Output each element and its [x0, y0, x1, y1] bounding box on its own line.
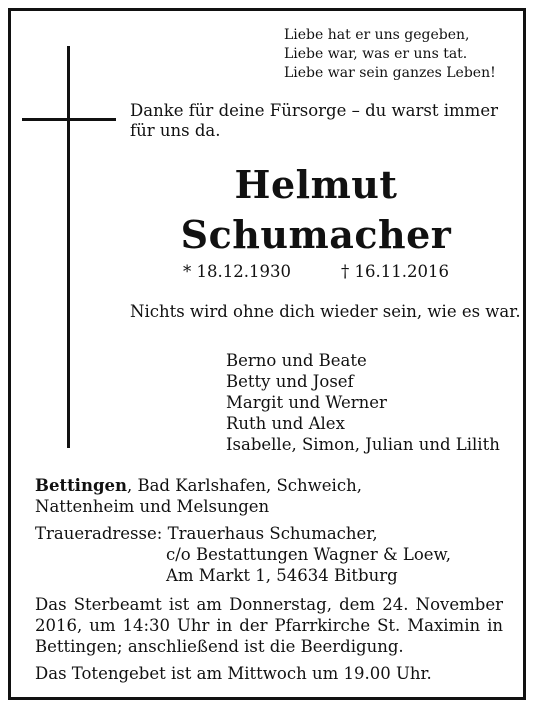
missing-text: Nichts wird ohne dich wieder sein, wie es war.: [130, 302, 521, 321]
last-name: Schumacher: [180, 212, 452, 257]
first-name: Helmut: [234, 162, 398, 207]
family-member: Isabelle, Simon, Julian und Lilith: [226, 435, 500, 454]
places: [35, 475, 362, 517]
poem-line: Liebe hat er uns gegeben,: [284, 27, 470, 43]
poem-line: Liebe war sein ganzes Leben!: [284, 65, 496, 81]
poem-line: Liebe war, was er uns tat.: [284, 46, 468, 62]
thanks-text: Danke für deine Fürsorge – du warst immer für uns da.: [130, 101, 498, 140]
family-member: Margit und Werner: [226, 393, 387, 412]
places-rest: , Bad Karlshafen, Schweich,: [126, 476, 362, 495]
life-dates: [183, 262, 449, 282]
address-line: c/o Bestattungen Wagner & Loew,: [166, 545, 451, 564]
cross-icon-bar: [22, 118, 116, 121]
address-line: Am Markt 1, 54634 Bitburg: [166, 566, 398, 585]
birth-date: * 18.12.1930: [183, 262, 291, 281]
service-info: Das Sterbeamt ist am Donnerstag, dem 24. November 2016, um 14:30 Uhr in der Pfarrkirche St. Maximin in Bettingen; anschließend ist die Beerdigung.: [35, 595, 503, 656]
address-label: Traueradresse:: [35, 524, 163, 543]
family-member: Berno und Beate: [226, 351, 367, 370]
places-line2: Nattenheim und Melsungen: [35, 497, 270, 516]
hometown: Bettingen: [35, 476, 127, 495]
family-member: Betty und Josef: [226, 372, 354, 391]
family-member: Ruth und Alex: [226, 414, 345, 433]
family-list: [226, 350, 500, 455]
deceased-name: [130, 160, 502, 260]
prayer-info: Das Totengebet ist am Mittwoch um 19.00 Uhr.: [35, 664, 432, 683]
poem: [284, 26, 496, 83]
mourning-address: [35, 523, 451, 586]
address-line: Trauerhaus Schumacher,: [167, 524, 378, 543]
cross-icon: [67, 46, 70, 448]
death-date: † 16.11.2016: [341, 262, 449, 281]
